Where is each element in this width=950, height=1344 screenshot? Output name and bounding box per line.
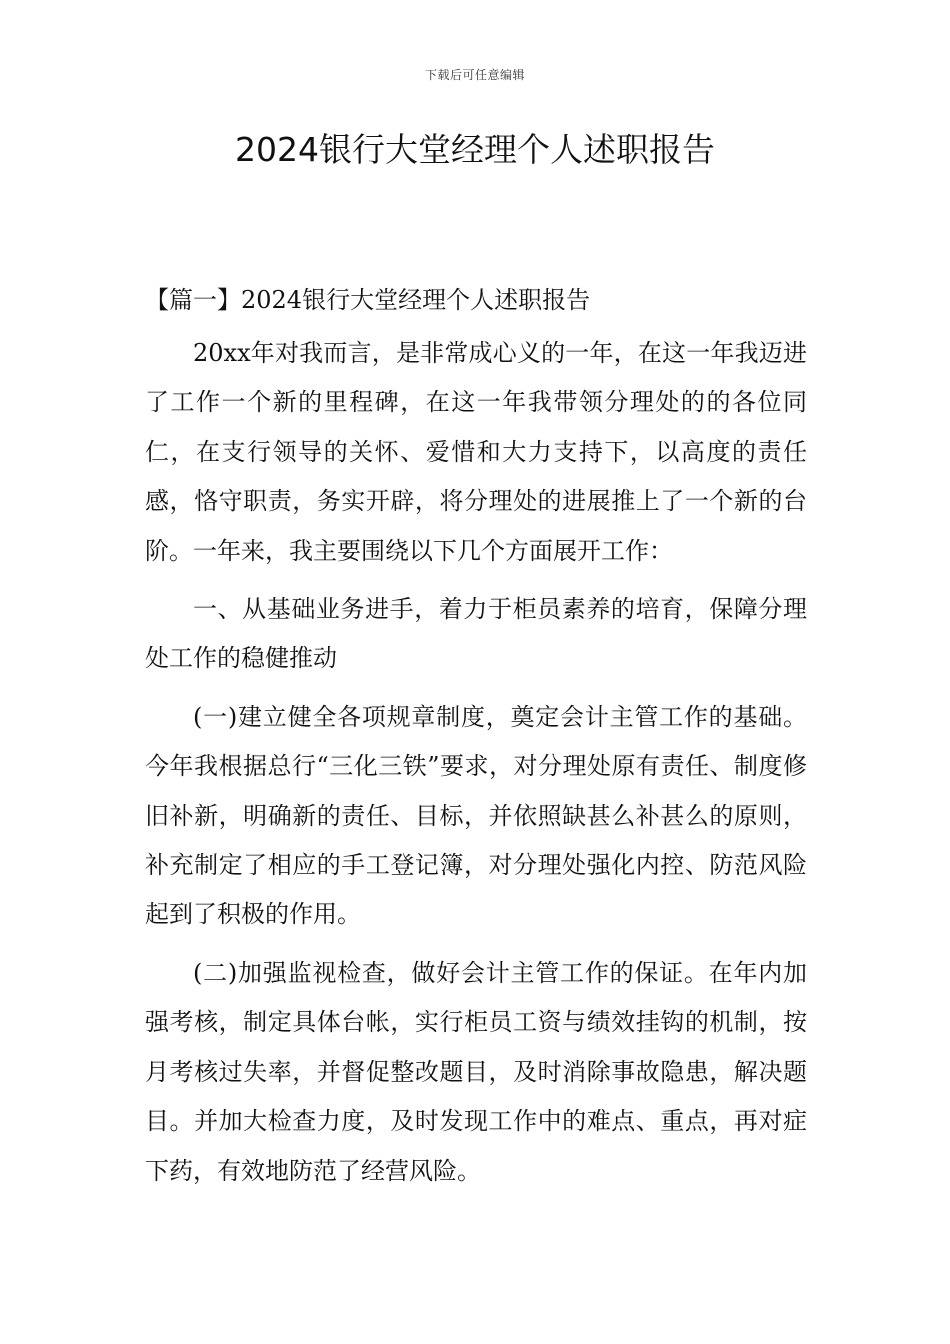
document-title: 2024银行大堂经理个人述职报告 <box>235 130 715 169</box>
page-header-note: 下载后可任意编辑 <box>424 68 525 82</box>
paragraph-intro: 20xx年对我而言，是非常成心义的一年，在这一年我迈进了工作一个新的里程碑，在这一年我带领分理处的的各位同仁，在支行领导的关怀、爱惜和大力支持下，以高度的责任感，恪守职责，务实开辟，将分理处的进展推上了一个新的台阶。一年来，我主要围绕以下几个方面展开工作： <box>145 339 807 565</box>
section-heading: 【篇一】2024银行大堂经理个人述职报告 <box>145 286 591 314</box>
paragraph-section-one: 一、从基础业务进手，着力于柜员素养的培育，保障分理处工作的稳健推动 <box>145 595 807 673</box>
paragraph-item-one: (一)建立健全各项规章制度，奠定会计主管工作的基础。今年我根据总行“三化三铁”要求，对分理处原有责任、制度修旧补新，明确新的责任、目标，并依照缺甚么补甚么的原则，补充制定了相应的手工登记簿，对分理处强化内控、防范风险起到了积极的作用。 <box>145 702 807 929</box>
document-body <box>145 280 807 1196</box>
paragraph-item-two: (二)加强监视检查，做好会计主管工作的保证。在年内加强考核，制定具体台帐，实行柜员工资与绩效挂钩的机制，按月考核过失率，并督促整改题目，及时消除事故隐患，解决题目。并加大检查力度，及时发现工作中的难点、重点，再对症下药，有效地防范了经营风险。 <box>145 958 807 1185</box>
